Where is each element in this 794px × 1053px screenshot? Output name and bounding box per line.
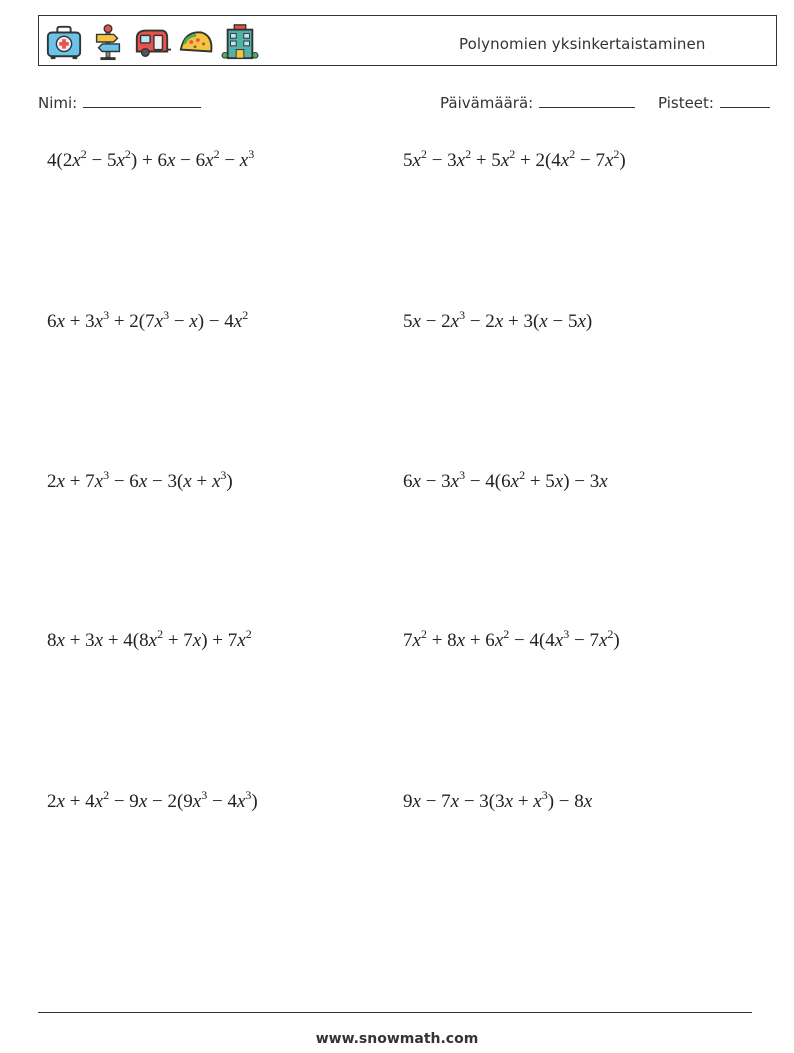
date-label: Päivämäärä:	[440, 94, 534, 112]
taco-icon	[177, 22, 215, 62]
date-blank[interactable]	[539, 93, 635, 108]
header-icons	[45, 22, 259, 62]
score-blank[interactable]	[720, 93, 770, 108]
name-label: Nimi:	[38, 94, 78, 112]
score-field[interactable]	[658, 93, 770, 112]
signpost-icon	[89, 22, 127, 62]
problem-1: $4(2x^2 - 5x^2) + 6x - 6x^2 - x^3$	[47, 147, 255, 171]
first-aid-kit-icon	[45, 22, 83, 62]
score-label: Pisteet:	[658, 94, 714, 112]
worksheet-title: Polynomien yksinkertaistaminen	[459, 35, 706, 53]
problem-9: $2x + 4x^2 - 9x - 2(9x^3 - 4x^3)$	[47, 788, 258, 812]
problem-2: $5x^2 - 3x^2 + 5x^2 + 2(4x^2 - 7x^2)$	[403, 147, 626, 171]
problem-10: $9x - 7x - 3(3x + x^3) - 8x$	[403, 788, 593, 812]
problem-7: $8x + 3x + 4(8x^2 + 7x) + 7x^2$	[47, 627, 252, 651]
name-blank[interactable]	[83, 93, 201, 108]
footer-divider	[38, 1012, 752, 1013]
name-field[interactable]	[38, 93, 201, 112]
hotel-building-icon	[221, 22, 259, 62]
worksheet-header	[38, 15, 777, 66]
problem-4: $5x - 2x^3 - 2x + 3(x - 5x)$	[403, 308, 593, 332]
camper-trailer-icon	[133, 22, 171, 62]
problem-5: $2x + 7x^3 - 6x - 3(x + x^3)$	[47, 468, 233, 492]
problem-8: $7x^2 + 8x + 6x^2 - 4(4x^3 - 7x^2)$	[403, 627, 620, 651]
problem-6: $6x - 3x^3 - 4(6x^2 + 5x) - 3x$	[403, 468, 608, 492]
date-field[interactable]	[440, 93, 635, 112]
problem-3: $6x + 3x^3 + 2(7x^3 - x) - 4x^2$	[47, 308, 249, 332]
footer-website: www.snowmath.com	[315, 1031, 479, 1047]
